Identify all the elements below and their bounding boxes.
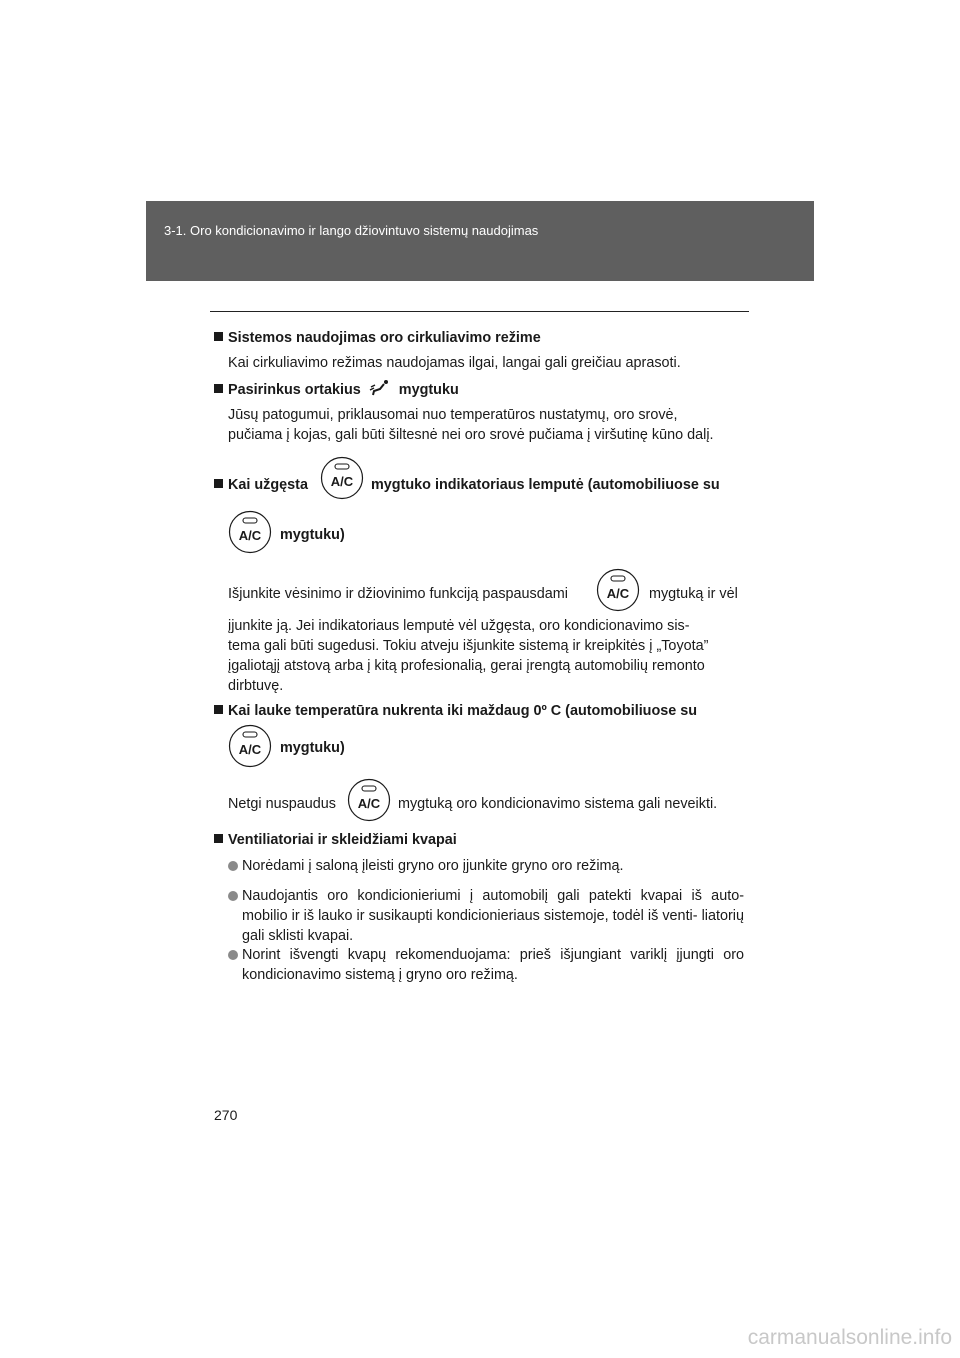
text-vents-1: Jūsų patogumui, priklausomai nuo temperatūros nustatymų, oro srovė, bbox=[228, 407, 678, 423]
heading-smell: Ventiliatoriai ir skleidžiami kvapai bbox=[214, 830, 744, 850]
svg-text:A/C: A/C bbox=[606, 586, 630, 601]
ac-button-icon bbox=[596, 568, 640, 612]
text-cold-a: Netgi nuspaudus bbox=[228, 796, 337, 812]
text-indicator-5: dirbtuvę. bbox=[228, 678, 284, 694]
ac-button-icon bbox=[320, 456, 364, 500]
list-item: Naudojantis oro kondicionieriumi į automobilį gali patekti kvapai iš auto- mobilio ir iš lauko ir susikaupti kondicionieriaus sistemoje, todėl iš venti- liatorių gali sklisti kvapai. bbox=[228, 886, 744, 946]
svg-text:A/C: A/C bbox=[238, 528, 262, 543]
text-indicator-1a: Išjunkite vėsinimo ir džiovinimo funkciją paspausdami bbox=[228, 586, 568, 602]
text-indicator-4: įgaliotąjį atstovą arba į kitą profesionalią, gerai įrengtą automobilių remonto bbox=[228, 658, 705, 674]
heading-indicator-end: mygtuku) bbox=[280, 527, 345, 543]
text-indicator-2: įjunkite ją. Jei indikatoriaus lemputė vėl užgęsta, oro kondicionavimo sis- bbox=[228, 618, 690, 634]
text-indicator-3: tema gali būti sugedusi. Tokiu atveju išjunkite sistemą ir kreipkitės į „Toyota” bbox=[228, 638, 709, 654]
list-item: Norint išvengti kvapų rekomenduojama: prieš išjungiant variklį įjungti oro kondicionavimo sistemą į gryno oro režimą. bbox=[228, 945, 744, 985]
heading-recirc: Sistemos naudojimas oro cirkuliavimo režime bbox=[214, 328, 744, 348]
text-cold-b: mygtuką oro kondicionavimo sistema gali neveikti. bbox=[398, 796, 718, 812]
heading-indicator-cont: mygtuko indikatoriaus lemputė (automobiliuose su bbox=[371, 477, 720, 493]
square-bullet-icon bbox=[214, 705, 223, 714]
ac-button-icon bbox=[228, 724, 272, 768]
square-bullet-icon bbox=[214, 332, 223, 341]
divider bbox=[210, 311, 749, 312]
page-number: 270 bbox=[214, 1107, 238, 1123]
round-bullet-icon bbox=[228, 861, 238, 871]
text-vents-2: pučiama į kojas, gali būti šiltesnė nei oro srovė pučiama į viršutinę kūno dalį. bbox=[228, 427, 714, 443]
round-bullet-icon bbox=[228, 950, 238, 960]
svg-text:A/C: A/C bbox=[330, 474, 354, 489]
foot-vent-icon bbox=[369, 379, 391, 397]
heading-cold-end: mygtuku) bbox=[280, 740, 345, 756]
svg-text:A/C: A/C bbox=[357, 796, 381, 811]
heading-cold: Kai lauke temperatūra nukrenta iki maždaug 0º C (automobiliuose su bbox=[214, 701, 744, 721]
section-header bbox=[146, 201, 814, 281]
watermark: carmanualsonline.info bbox=[747, 1326, 952, 1349]
section-title: 3-1. Oro kondicionavimo ir lango džiovintuvo sistemų naudojimas bbox=[164, 223, 539, 238]
ac-button-icon bbox=[228, 510, 272, 554]
text-indicator-1b: mygtuką ir vėl bbox=[649, 586, 738, 602]
square-bullet-icon bbox=[214, 479, 223, 488]
square-bullet-icon bbox=[214, 834, 223, 843]
svg-text:A/C: A/C bbox=[238, 742, 262, 757]
ac-button-icon bbox=[347, 778, 391, 822]
round-bullet-icon bbox=[228, 891, 238, 901]
square-bullet-icon bbox=[214, 384, 223, 393]
heading-indicator: Kai užgęsta bbox=[214, 475, 744, 495]
list-item: Norėdami į saloną įleisti gryno oro įjunkite gryno oro režimą. bbox=[228, 856, 744, 876]
text-recirc: Kai cirkuliavimo režimas naudojamas ilgai, langai gali greičiau aprasoti. bbox=[228, 355, 681, 371]
heading-vents: Pasirinkus ortakius mygtuku bbox=[214, 379, 744, 400]
